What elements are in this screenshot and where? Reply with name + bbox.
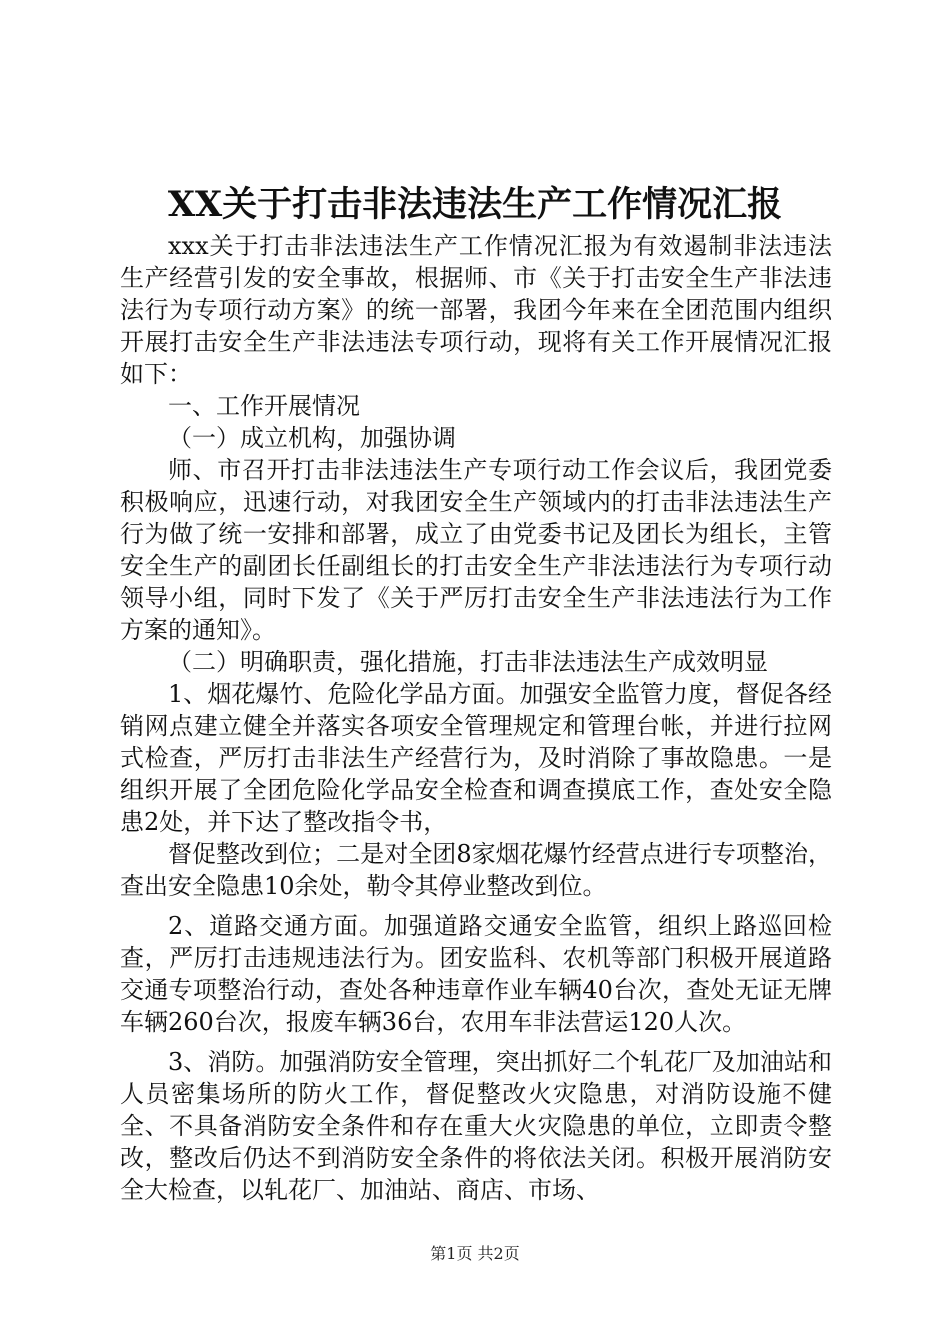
subsection-heading-organization: （一）成立机构，加强协调	[168, 424, 456, 452]
paragraph-intro: xxx关于打击非法违法生产工作情况汇报为有效遏制非法违法生产经营引发的安全事故，根据师、市《关于打击安全生产非法违法行为专项行动方案》的统一部署，我团今年来在全团范围内组织开展打击安全生产非法违法专项行动，现将有关工作开展情况汇报如下：	[120, 232, 832, 388]
paragraph-road-traffic: 2、道路交通方面。加强道路交通安全监管，组织上路巡回检查，严厉打击违规违法行为。团安监科、农机等部门积极开展道路交通专项整治行动，查处各种违章作业车辆40台次，查处无证无牌车辆260台次，报废车辆36台，农用车非法营运120人次。	[120, 912, 832, 1036]
page-number-footer: 第1页 共2页	[430, 1244, 520, 1263]
paragraph-fireworks-chemicals: 1、烟花爆竹、危险化学品方面。加强安全监管力度，督促各经销网点建立健全并落实各项安全管理规定和管理台帐，并进行拉网式检查，严厉打击非法生产经营行为，及时消除了事故隐患。一是组织开展了全团危险化学品安全检查和调查摸底工作，查处安全隐患2处，并下达了整改指令书，	[120, 680, 832, 836]
paragraph-organization: 师、市召开打击非法违法生产专项行动工作会议后，我团党委积极响应，迅速行动，对我团安全生产领域内的打击非法违法生产行为做了统一安排和部署，成立了由党委书记及团长为组长，主管安全生产的副团长任副组长的打击安全生产非法违法行为专项行动领导小组，同时下发了《关于严厉打击安全生产非法违法行为工作方案的通知》。	[120, 456, 832, 644]
paragraph-fireworks-followup: 督促整改到位；二是对全团8家烟花爆竹经营点进行专项整治，查出安全隐患10余处，勒令其停业整改到位。	[120, 840, 832, 900]
document-body	[120, 230, 832, 1206]
section-heading-work-status: 一、工作开展情况	[168, 392, 360, 420]
document-title: XX关于打击非法违法生产工作情况汇报	[167, 184, 783, 225]
subsection-heading-responsibilities: （二）明确职责，强化措施，打击非法违法生产成效明显	[168, 648, 768, 676]
paragraph-fire-safety: 3、消防。加强消防安全管理，突出抓好二个轧花厂及加油站和人员密集场所的防火工作，督促整改火灾隐患，对消防设施不健全、不具备消防安全条件和存在重大火灾隐患的单位，立即责令整改，整改后仍达不到消防安全条件的将依法关闭。积极开展消防安全大检查，以轧花厂、加油站、商店、市场、	[120, 1048, 832, 1204]
